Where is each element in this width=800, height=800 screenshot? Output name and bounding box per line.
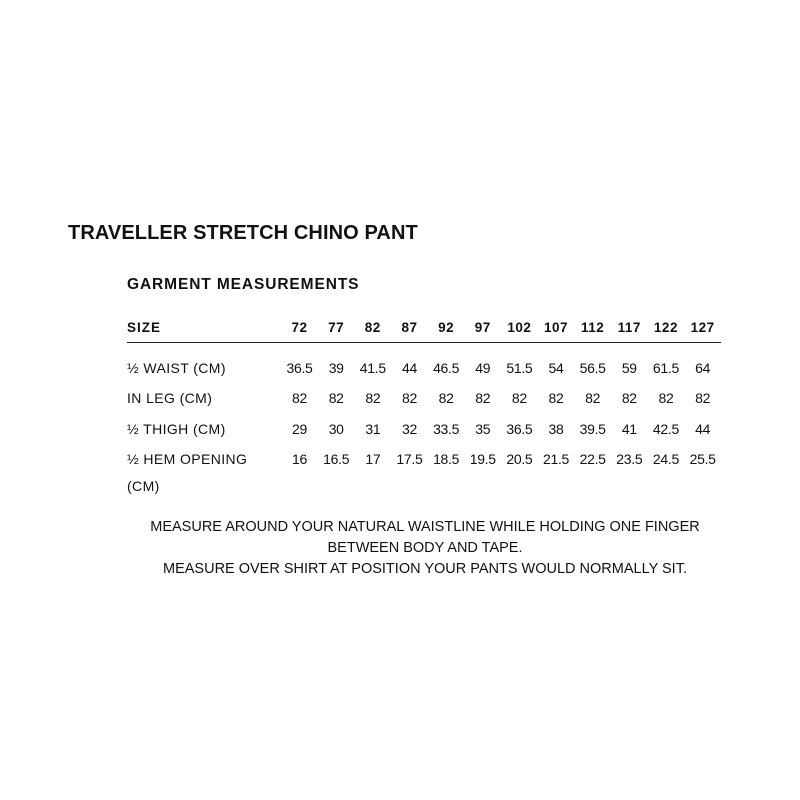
measurement-value: 82 (658, 390, 674, 406)
measurement-value: 23.5 (616, 451, 643, 467)
measurement-value: 61.5 (652, 359, 679, 376)
measurement-value: 32 (401, 420, 417, 437)
measurement-value: 82 (365, 390, 381, 406)
measurement-value: 33.5 (433, 420, 460, 437)
measurement-value: 30 (328, 420, 344, 437)
measurement-value: 59 (621, 359, 637, 376)
measurement-value: 39 (328, 359, 344, 376)
size-header-row (127, 312, 721, 343)
measurement-value: 82 (438, 390, 454, 406)
measurement-value: 42.5 (652, 420, 679, 437)
size-column-header: 72 (281, 312, 318, 343)
measurement-value: 82 (621, 390, 637, 406)
measurement-value: 31 (365, 420, 381, 437)
section-title: GARMENT MEASUREMENTS (127, 276, 360, 293)
measurement-value: 16 (292, 451, 308, 467)
measurement-rows (127, 343, 721, 501)
measurement-value: 29 (292, 420, 308, 437)
size-column-header: 97 (464, 312, 501, 343)
measurement-value: 36.5 (286, 359, 313, 376)
measurement-value: 38 (548, 420, 564, 437)
product-title: TRAVELLER STRETCH CHINO PANT (68, 222, 418, 244)
size-column-header: 112 (574, 312, 611, 343)
measurement-notes (100, 517, 750, 580)
measurement-value: 82 (292, 390, 308, 406)
measurement-value: 82 (585, 390, 601, 406)
measurement-value: 82 (328, 390, 344, 406)
row-label: ½ HEM OPENING (CM) (127, 451, 248, 494)
row-label: ½ THIGH (CM) (127, 420, 226, 437)
size-column-header: 87 (391, 312, 428, 343)
measurement-row (127, 354, 721, 385)
measurement-value: 36.5 (506, 420, 533, 437)
measurement-value: 17 (365, 451, 381, 467)
size-column-header: 82 (355, 312, 392, 343)
measurement-value: 56.5 (579, 359, 606, 376)
measurement-value: 49 (475, 359, 491, 376)
size-column-header: 92 (428, 312, 465, 343)
measurement-value: 82 (695, 390, 711, 406)
measurement-value: 41.5 (359, 359, 386, 376)
measurement-value: 44 (401, 359, 417, 376)
measurement-value: 39.5 (579, 420, 606, 437)
measurement-value: 18.5 (433, 451, 460, 467)
note-line: MEASURE AROUND YOUR NATURAL WAISTLINE WHILE HOLDING ONE FINGER (150, 519, 700, 535)
measurement-value: 35 (475, 420, 491, 437)
measurement-value: 82 (548, 390, 564, 406)
measurement-table (127, 312, 721, 500)
note-line: BETWEEN BODY AND TAPE. (327, 540, 523, 556)
measurement-row (127, 384, 721, 415)
measurement-value: 25.5 (689, 451, 716, 467)
size-column-header: 102 (501, 312, 538, 343)
measurement-value: 46.5 (433, 359, 460, 376)
measurement-value: 54 (548, 359, 564, 376)
header-spacer (127, 343, 721, 354)
measurement-value: 82 (475, 390, 491, 406)
measurement-value: 41 (621, 420, 637, 437)
note-line: MEASURE OVER SHIRT AT POSITION YOUR PANTS WOULD NORMALLY SIT. (163, 561, 687, 577)
measurement-value: 22.5 (579, 451, 606, 467)
measurement-value: 82 (401, 390, 417, 406)
measurement-value: 16.5 (323, 451, 350, 467)
measurement-row (127, 445, 721, 500)
measurement-value: 51.5 (506, 359, 533, 376)
measurement-value: 44 (695, 420, 711, 437)
size-column-header: 122 (648, 312, 685, 343)
measurement-value: 82 (511, 390, 527, 406)
measurement-value: 64 (695, 359, 711, 376)
measurement-value: 17.5 (396, 451, 423, 467)
size-column-header: 127 (684, 312, 721, 343)
measurement-value: 24.5 (652, 451, 679, 467)
row-label: ½ WAIST (CM) (127, 359, 226, 376)
size-column-header: 77 (318, 312, 355, 343)
measurement-row (127, 415, 721, 446)
measurement-value: 20.5 (506, 451, 533, 467)
row-label: IN LEG (CM) (127, 390, 213, 406)
measurement-value: 21.5 (542, 451, 570, 467)
size-header-label: SIZE (127, 312, 281, 343)
size-column-header: 117 (611, 312, 648, 343)
size-column-header: 107 (538, 312, 575, 343)
measurement-value: 19.5 (469, 451, 496, 467)
